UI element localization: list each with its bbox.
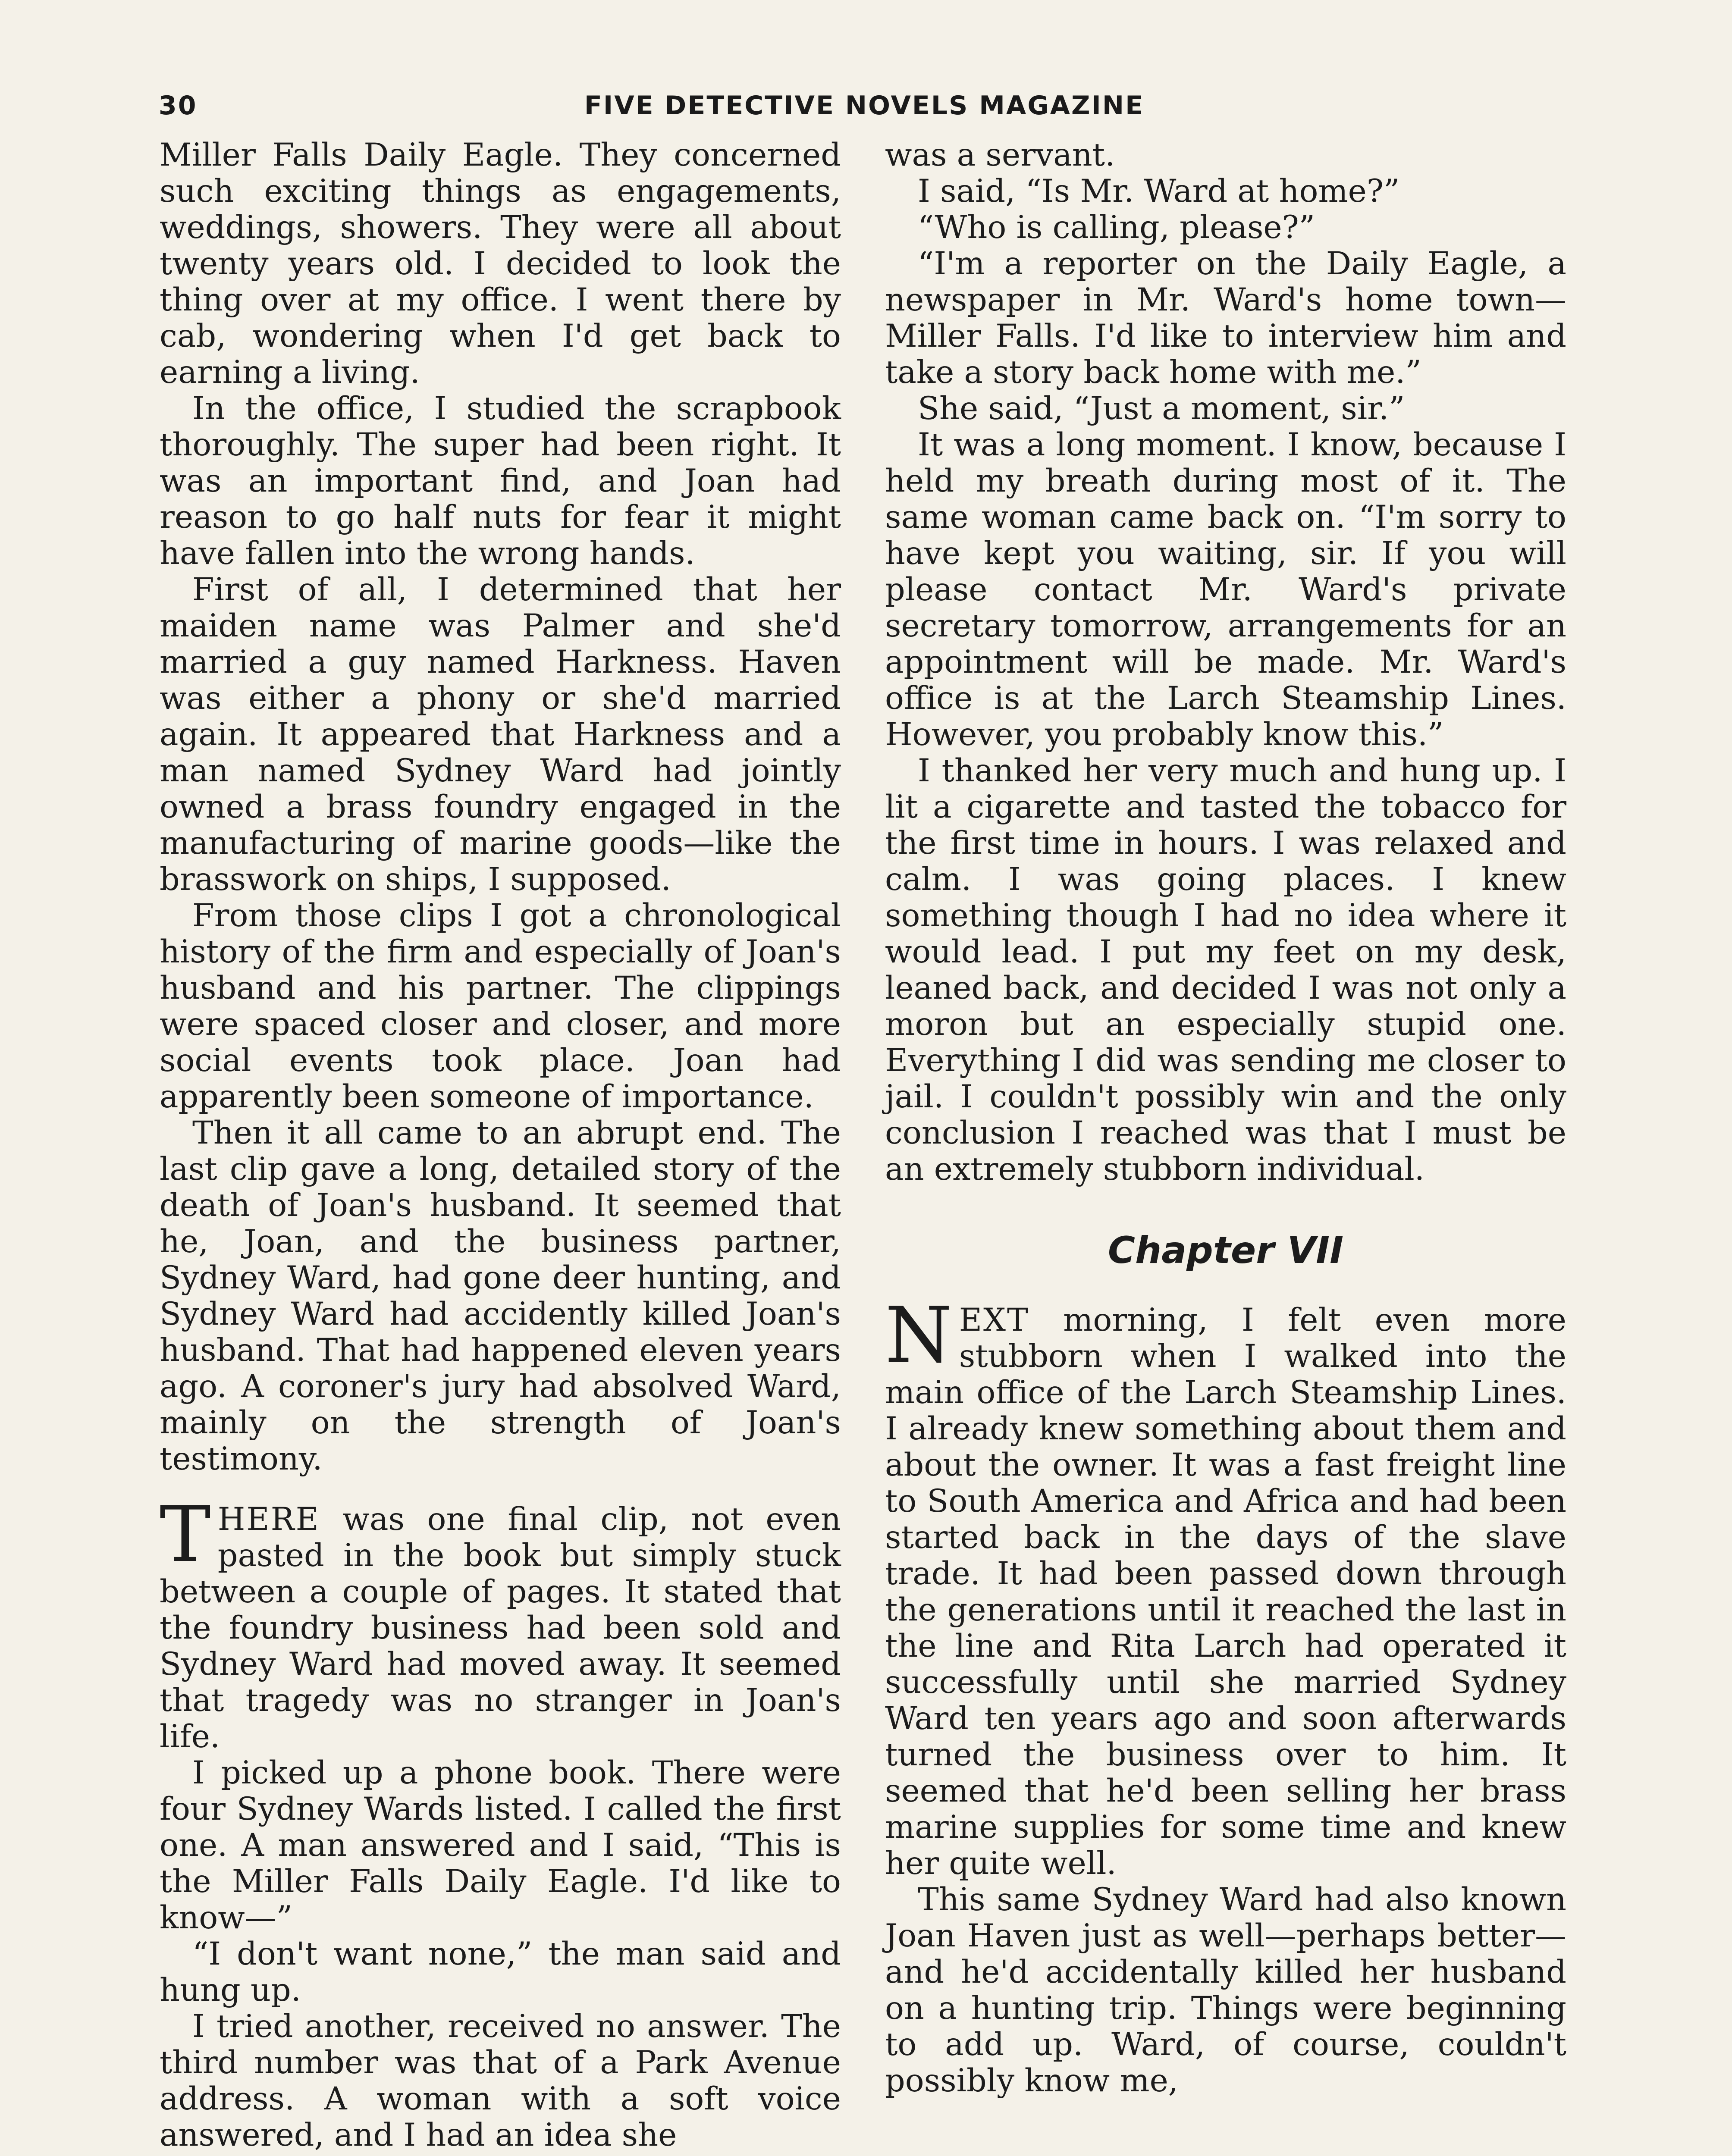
paragraph: I said, “Is Mr. Ward at home?” xyxy=(918,173,1400,210)
chapter-opening-paragraph xyxy=(885,1291,1566,1882)
paragraph: Miller Falls Daily Eagle. They concerned such exciting things as engagements, weddings, showers. They were all about twenty years old. I decided to look the thing over at my office. I went there by cab, wondering when I'd get back to earning a living. xyxy=(160,137,841,391)
paragraph: “I'm a reporter on the Daily Eagle, a newspaper in Mr. Ward's home town—Miller Falls. I'd like to interview him and take a story back home with me.” xyxy=(885,245,1566,391)
section-break-paragraph xyxy=(160,1490,841,1755)
paragraph: I picked up a phone book. There were four Sydney Wards listed. I called the first one. A man answered and I said, “This is the Miller Falls Daily Eagle. I'd like to know—” xyxy=(160,1755,841,1936)
paragraph: This same Sydney Ward had also known Joan Haven just as well—perhaps better—and he'd accidentally killed her husband on a hunting trip. Things were beginning to add up. Ward, of course, couldn't possibly know me, xyxy=(885,1881,1566,2099)
paragraph: In the office, I studied the scrapbook thoroughly. The super had been right. It was an important find, and Joan had reason to go half nuts for fear it might have fallen into the wrong hands. xyxy=(160,390,841,572)
drop-cap: N xyxy=(885,1291,952,1380)
drop-cap: T xyxy=(160,1490,211,1579)
running-title: FIVE DETECTIVE NOVELS MAGAZINE xyxy=(584,91,1145,121)
paragraph: First of all, I determined that her maiden name was Palmer and she'd married a guy named Harkness. Haven was either a phony or she'd married again. It appeared that Harkness and a man named Sydney Ward had jointly owned a brass foundry engaged in the manufacturing of marine goods—like the brasswork on ships, I supposed. xyxy=(160,571,841,898)
paragraph-body: was one final clip, not even pasted in the book but simply stuck between a couple of pages. It stated that the foundry business had been sold and Sydney Ward had moved away. It seemed that tragedy was no stranger in Joan's life. xyxy=(160,1501,841,1755)
paragraph-body: morning, I felt even more stubborn when I walked into the main office of the Larch Steamship Lines. I already knew something about them and about the owner. It was a fast freight line to South America and Africa and had been started back in the days of the slave trade. It had been passed down through the generations until it reached the last in the line and Rita Larch had operated it successfully until she married Sydney Ward ten years ago and soon afterwards turned the business over to him. It seemed that he'd been selling her brass marine supplies for some time and knew her quite well. xyxy=(885,1302,1566,1882)
paragraph: I tried another, received no answer. The third number was that of a Park Avenue address. A woman with a soft voice answered, and I had an idea she xyxy=(160,2008,841,2153)
paragraph: It was a long moment. I know, because I held my breath during most of it. The same woman came back on. “I'm sorry to have kept you waiting, sir. If you will please contact Mr. Ward's private secretary tomorrow, arrangements for an appointment will be made. Mr. Ward's office is at the Larch Steamship Lines. However, you probably know this.” xyxy=(885,426,1566,753)
lead-in-text: HERE xyxy=(217,1501,320,1538)
page-number: 30 xyxy=(159,91,198,121)
chapter-heading: Chapter VII xyxy=(1108,1229,1344,1272)
left-column xyxy=(160,137,841,2153)
lead-in-text: EXT xyxy=(959,1302,1029,1338)
paragraph: From those clips I got a chronological history of the firm and especially of Joan's husband and his partner. The clippings were spaced closer and closer, and more social events took place. Joan had apparently been someone of importance. xyxy=(160,897,841,1115)
paragraph: “I don't want none,” the man said and hung up. xyxy=(160,1936,841,2009)
page-header xyxy=(159,86,1570,134)
paragraph: was a servant. xyxy=(885,137,1115,173)
paragraph: I thanked her very much and hung up. I lit a cigarette and tasted the tobacco for the first time in hours. I was relaxed and calm. I was going places. I knew something though I had no idea where it would lead. I put my feet on my desk, leaned back, and decided I was not only a moron but an especially stupid one. Everything I did was sending me closer to jail. I couldn't possibly win and the only conclusion I reached was that I must be an extremely stubborn individual. xyxy=(885,752,1566,1188)
right-column xyxy=(885,137,1566,2099)
paragraph: “Who is calling, please?” xyxy=(918,209,1315,246)
paragraph: She said, “Just a moment, sir.” xyxy=(918,390,1405,427)
paragraph: Then it all came to an abrupt end. The last clip gave a long, detailed story of the death of Joan's husband. It seemed that he, Joan, and the business partner, Sydney Ward, had gone deer hunting, and Sydney Ward had accidently killed Joan's husband. That had happened eleven years ago. A coroner's jury had absolved Ward, mainly on the strength of Joan's testimony. xyxy=(160,1115,841,1477)
